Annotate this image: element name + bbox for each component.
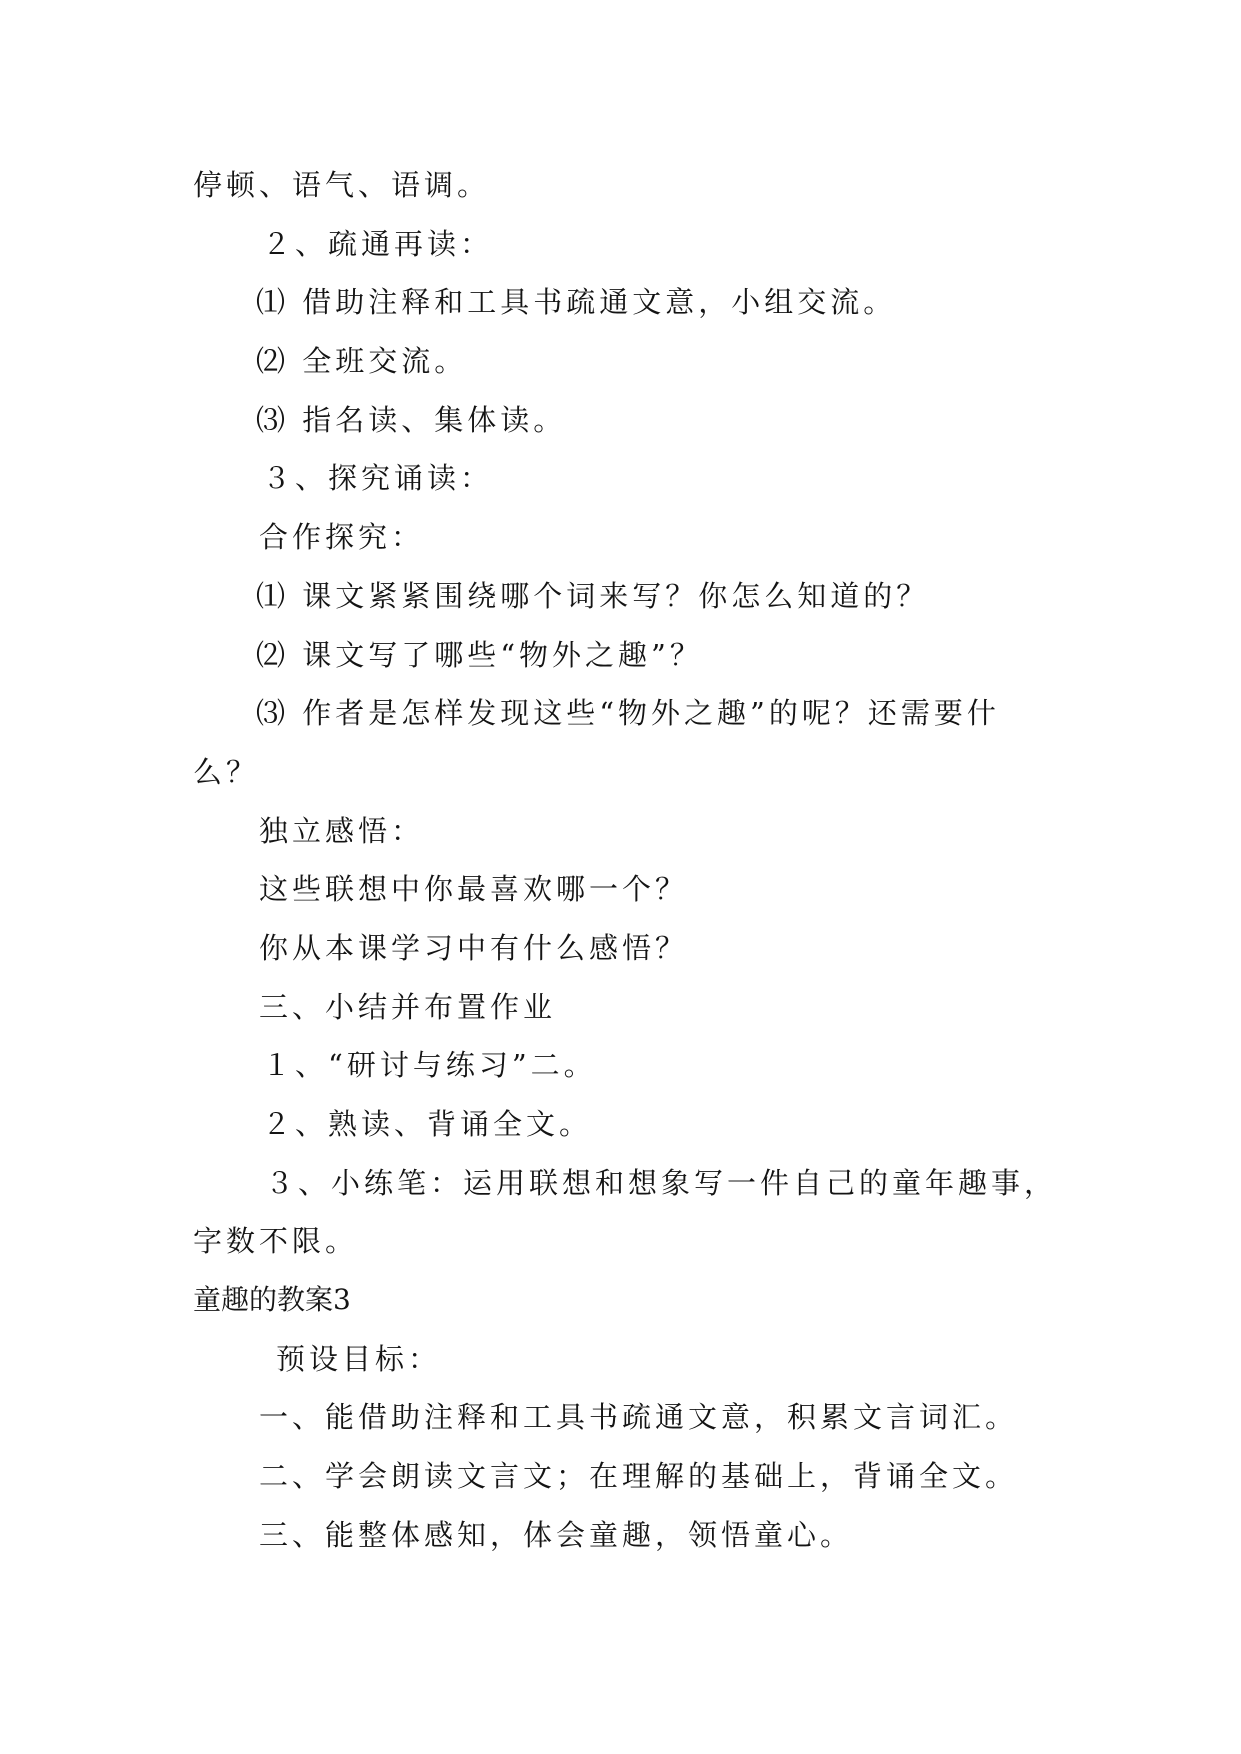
list-item: ⑵ 课文写了哪些“物外之趣”？ xyxy=(256,637,703,672)
goal-item: 一、能借助注释和工具书疏通文意，积累文言词汇。 xyxy=(259,1400,1019,1435)
list-item: ⑴ 借助注释和工具书疏通文意，小组交流。 xyxy=(256,285,897,320)
document-page xyxy=(0,156,1241,1565)
subheading: 合作探究： xyxy=(259,520,425,555)
homework-item-continuation: 字数不限。 xyxy=(193,1224,359,1259)
list-item: ⑶ 指名读、集体读。 xyxy=(256,402,567,437)
paragraph: 你从本课学习中有什么感悟？ xyxy=(259,930,689,965)
goal-item: 三、能整体感知，体会童趣，领悟童心。 xyxy=(259,1517,854,1552)
step-heading: ２、疏通再读： xyxy=(262,226,494,261)
list-item: ⑵ 全班交流。 xyxy=(256,344,468,379)
list-item: ⑴ 课文紧紧围绕哪个词来写？你怎么知道的？ xyxy=(256,578,930,613)
homework-item: ２、熟读、背诵全文。 xyxy=(262,1107,593,1141)
list-item: ⑶ 作者是怎样发现这些“物外之趣”的呢？还需要什 xyxy=(256,696,1000,731)
paragraph: 这些联想中你最喜欢哪一个？ xyxy=(259,872,689,907)
subheading: 独立感悟： xyxy=(259,813,425,848)
homework-item: １、“研讨与练习”二。 xyxy=(262,1048,597,1083)
paragraph-continuation: 停顿、语气、语调。 xyxy=(193,168,491,202)
homework-item: ３、小练笔：运用联想和想象写一件自己的童年趣事， xyxy=(265,1165,1058,1200)
section-heading: 三、小结并布置作业 xyxy=(259,989,557,1024)
goal-item: 二、学会朗读文言文；在理解的基础上，背诵全文。 xyxy=(259,1459,1019,1494)
step-heading: ３、探究诵读： xyxy=(262,461,494,496)
lesson-plan-title: 童趣的教案3 xyxy=(193,1283,351,1317)
goals-label: 预设目标： xyxy=(276,1341,442,1376)
list-item-continuation: 么？ xyxy=(193,754,260,789)
